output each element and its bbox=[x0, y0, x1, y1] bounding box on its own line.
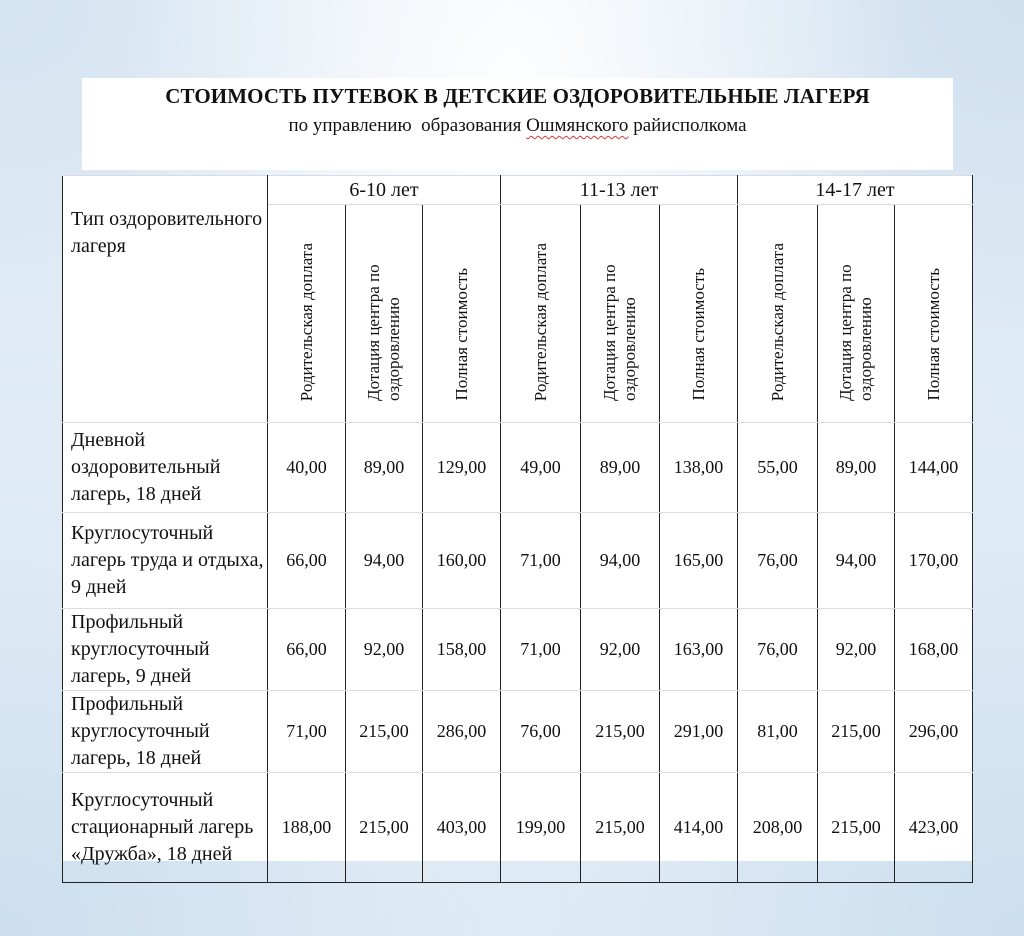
document-title: СТОИМОСТЬ ПУТЕВОК В ДЕТСКИЕ ОЗДОРОВИТЕЛЬНЫЕ ЛАГЕРЯ bbox=[165, 84, 870, 108]
table-row bbox=[63, 773, 973, 883]
subtitle-text-underlined: Ошмянского bbox=[526, 115, 629, 136]
price-cell: 291,00 bbox=[660, 691, 738, 773]
price-cell: 66,00 bbox=[268, 513, 346, 609]
subheader-parent-payment: Родительская доплата bbox=[767, 242, 787, 401]
price-cell: 40,00 bbox=[268, 423, 346, 513]
price-cell: 286,00 bbox=[423, 691, 501, 773]
price-cell: 215,00 bbox=[581, 691, 660, 773]
price-cell: 76,00 bbox=[738, 513, 818, 609]
price-cell: 215,00 bbox=[346, 691, 423, 773]
price-cell: 423,00 bbox=[895, 773, 973, 883]
camp-type-label: Профильный круглосуточный лагерь, 9 дней bbox=[63, 609, 268, 691]
document-subtitle bbox=[82, 115, 953, 137]
price-cell: 49,00 bbox=[501, 423, 581, 513]
price-cell: 55,00 bbox=[738, 423, 818, 513]
subheader-subsidy: Дотация центра по оздоровлению bbox=[364, 264, 403, 401]
price-cell: 403,00 bbox=[423, 773, 501, 883]
age-group-header: 11-13 лет bbox=[501, 176, 738, 205]
table-row bbox=[63, 423, 973, 513]
price-cell: 208,00 bbox=[738, 773, 818, 883]
price-cell: 76,00 bbox=[501, 691, 581, 773]
price-cell: 138,00 bbox=[660, 423, 738, 513]
price-cell: 215,00 bbox=[581, 773, 660, 883]
document-header bbox=[82, 78, 953, 170]
price-cell: 92,00 bbox=[346, 609, 423, 691]
price-cell: 165,00 bbox=[660, 513, 738, 609]
subheader-cell bbox=[818, 205, 895, 423]
subheader-subsidy: Дотация центра по оздоровлению bbox=[836, 264, 876, 401]
camp-type-label: Дневной оздоровительный лагерь, 18 дней bbox=[63, 423, 268, 513]
subheader-cell bbox=[738, 205, 818, 423]
price-cell: 89,00 bbox=[818, 423, 895, 513]
table-row bbox=[63, 691, 973, 773]
price-cell: 160,00 bbox=[423, 513, 501, 609]
price-cell: 94,00 bbox=[818, 513, 895, 609]
price-cell: 81,00 bbox=[738, 691, 818, 773]
price-cell: 89,00 bbox=[581, 423, 660, 513]
subtitle-text-end: райисполкома bbox=[628, 115, 747, 136]
subheader-cell bbox=[895, 205, 973, 423]
price-cell: 199,00 bbox=[501, 773, 581, 883]
price-table bbox=[62, 175, 973, 883]
price-cell: 414,00 bbox=[660, 773, 738, 883]
subheader-full-cost: Полная стоимость bbox=[688, 268, 708, 401]
header-row-age-groups bbox=[63, 176, 973, 205]
subheader-full-cost: Полная стоимость bbox=[451, 268, 471, 401]
subheader-cell bbox=[346, 205, 423, 423]
price-cell: 76,00 bbox=[738, 609, 818, 691]
subheader-cell bbox=[501, 205, 581, 423]
subheader-parent-payment: Родительская доплата bbox=[530, 242, 550, 401]
table-row bbox=[63, 609, 973, 691]
subheader-full-cost: Полная стоимость bbox=[923, 268, 943, 401]
subheader-cell bbox=[660, 205, 738, 423]
camp-type-label: Профильный круглосуточный лагерь, 18 дней bbox=[63, 691, 268, 773]
price-cell: 215,00 bbox=[818, 773, 895, 883]
price-cell: 92,00 bbox=[581, 609, 660, 691]
camp-type-label: Круглосуточный стационарный лагерь «Дружба», 18 дней bbox=[63, 773, 268, 883]
price-cell: 215,00 bbox=[818, 691, 895, 773]
subheader-cell bbox=[581, 205, 660, 423]
price-cell: 71,00 bbox=[501, 513, 581, 609]
price-cell: 215,00 bbox=[346, 773, 423, 883]
price-cell: 163,00 bbox=[660, 609, 738, 691]
subheader-cell bbox=[268, 205, 346, 423]
subheader-parent-payment: Родительская доплата bbox=[296, 242, 316, 401]
subheader-cell bbox=[423, 205, 501, 423]
price-cell: 144,00 bbox=[895, 423, 973, 513]
price-cell: 66,00 bbox=[268, 609, 346, 691]
camp-type-label: Круглосуточный лагерь труда и отдыха, 9 дней bbox=[63, 513, 268, 609]
subtitle-text-start: по управлению образования bbox=[288, 115, 527, 136]
price-cell: 71,00 bbox=[268, 691, 346, 773]
price-cell: 158,00 bbox=[423, 609, 501, 691]
price-cell: 89,00 bbox=[346, 423, 423, 513]
camp-type-header: Тип оздоровительного лагеря bbox=[63, 176, 268, 423]
price-table-container bbox=[62, 175, 972, 865]
price-cell: 170,00 bbox=[895, 513, 973, 609]
age-group-header: 14-17 лет bbox=[738, 176, 973, 205]
table-row bbox=[63, 513, 973, 609]
subheader-subsidy: Дотация центра по оздоровлению bbox=[600, 264, 639, 401]
price-cell: 296,00 bbox=[895, 691, 973, 773]
price-cell: 71,00 bbox=[501, 609, 581, 691]
age-group-header: 6-10 лет bbox=[268, 176, 501, 205]
price-cell: 94,00 bbox=[346, 513, 423, 609]
price-cell: 129,00 bbox=[423, 423, 501, 513]
price-cell: 168,00 bbox=[895, 609, 973, 691]
price-cell: 94,00 bbox=[581, 513, 660, 609]
price-cell: 188,00 bbox=[268, 773, 346, 883]
price-cell: 92,00 bbox=[818, 609, 895, 691]
